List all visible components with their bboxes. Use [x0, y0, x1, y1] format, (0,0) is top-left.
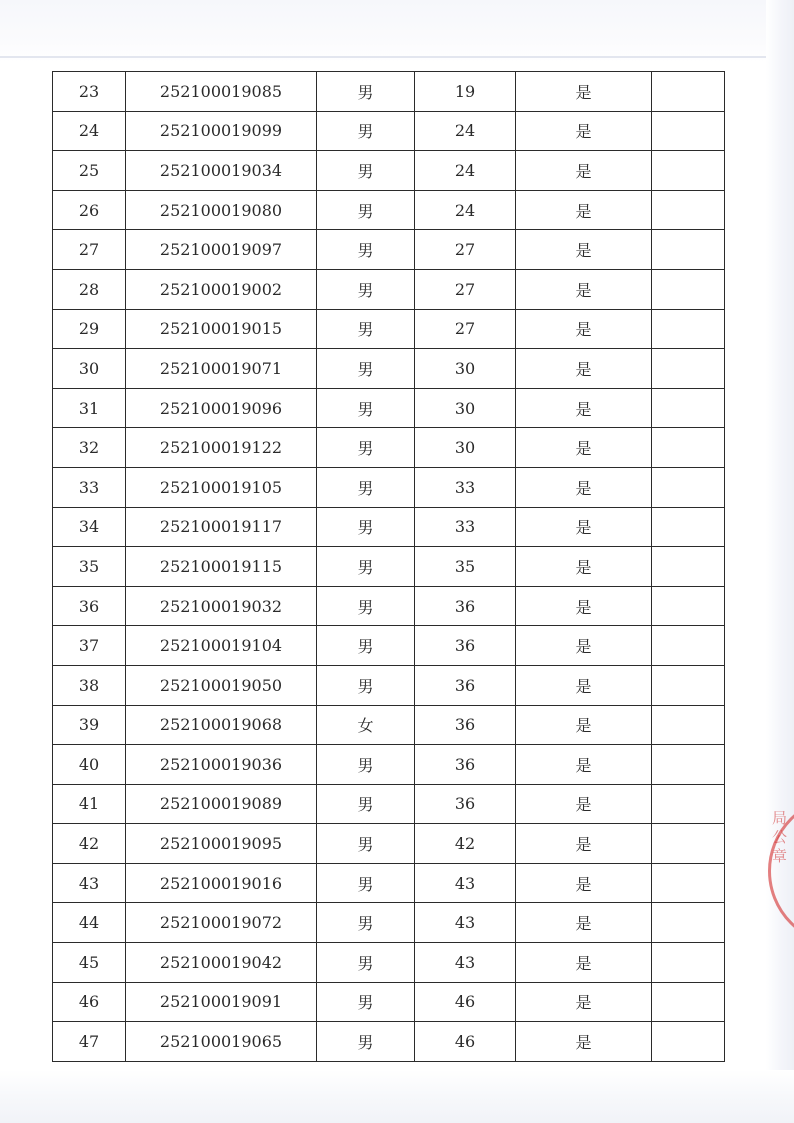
table-row [53, 626, 725, 666]
qualified-cell: 是 [516, 230, 652, 270]
qualified-cell: 是 [516, 1022, 652, 1062]
remark-cell [652, 784, 725, 824]
candidate-id-cell: 252100019072 [126, 903, 317, 943]
remark-cell [652, 745, 725, 785]
gender-cell: 男 [317, 269, 415, 309]
rank-cell: 46 [415, 1022, 516, 1062]
gender-cell: 男 [317, 1022, 415, 1062]
candidate-id-cell: 252100019042 [126, 943, 317, 983]
rank-cell: 19 [415, 72, 516, 112]
candidate-id-cell: 252100019115 [126, 547, 317, 587]
candidate-id-cell: 252100019036 [126, 745, 317, 785]
rank-cell: 24 [415, 151, 516, 191]
rank-cell: 24 [415, 190, 516, 230]
gender-cell: 男 [317, 982, 415, 1022]
table-row [53, 111, 725, 151]
remark-cell [652, 190, 725, 230]
candidate-id-cell: 252100019065 [126, 1022, 317, 1062]
row-number-cell: 32 [53, 428, 126, 468]
remark-cell [652, 388, 725, 428]
row-number-cell: 41 [53, 784, 126, 824]
candidate-id-cell: 252100019085 [126, 72, 317, 112]
candidate-id-cell: 252100019080 [126, 190, 317, 230]
remark-cell [652, 230, 725, 270]
table-row [53, 863, 725, 903]
gender-cell: 男 [317, 151, 415, 191]
results-table-body [53, 72, 725, 1062]
row-number-cell: 40 [53, 745, 126, 785]
remark-cell [652, 863, 725, 903]
qualified-cell: 是 [516, 151, 652, 191]
candidate-id-cell: 252100019034 [126, 151, 317, 191]
qualified-cell: 是 [516, 388, 652, 428]
remark-cell [652, 982, 725, 1022]
official-seal-stamp [766, 796, 794, 946]
rank-cell: 36 [415, 626, 516, 666]
qualified-cell: 是 [516, 784, 652, 824]
seal-text: 局公章 [770, 810, 788, 867]
table-row [53, 1022, 725, 1062]
row-number-cell: 33 [53, 467, 126, 507]
candidate-id-cell: 252100019091 [126, 982, 317, 1022]
qualified-cell: 是 [516, 309, 652, 349]
row-number-cell: 31 [53, 388, 126, 428]
rank-cell: 30 [415, 349, 516, 389]
qualified-cell: 是 [516, 428, 652, 468]
gender-cell: 男 [317, 784, 415, 824]
candidate-id-cell: 252100019032 [126, 586, 317, 626]
remark-cell [652, 428, 725, 468]
remark-cell [652, 507, 725, 547]
qualified-cell: 是 [516, 269, 652, 309]
gender-cell: 男 [317, 349, 415, 389]
candidate-id-cell: 252100019016 [126, 863, 317, 903]
gender-cell: 男 [317, 72, 415, 112]
row-number-cell: 46 [53, 982, 126, 1022]
table-row [53, 151, 725, 191]
gender-cell: 男 [317, 903, 415, 943]
gender-cell: 男 [317, 863, 415, 903]
row-number-cell: 24 [53, 111, 126, 151]
row-number-cell: 29 [53, 309, 126, 349]
qualified-cell: 是 [516, 982, 652, 1022]
row-number-cell: 43 [53, 863, 126, 903]
gender-cell: 男 [317, 943, 415, 983]
table-row [53, 745, 725, 785]
rank-cell: 36 [415, 784, 516, 824]
remark-cell [652, 1022, 725, 1062]
qualified-cell: 是 [516, 943, 652, 983]
remark-cell [652, 824, 725, 864]
remark-cell [652, 586, 725, 626]
gender-cell: 男 [317, 467, 415, 507]
qualified-cell: 是 [516, 824, 652, 864]
rank-cell: 35 [415, 547, 516, 587]
gender-cell: 男 [317, 824, 415, 864]
table-row [53, 507, 725, 547]
candidate-id-cell: 252100019071 [126, 349, 317, 389]
qualified-cell: 是 [516, 745, 652, 785]
gender-cell: 男 [317, 745, 415, 785]
row-number-cell: 28 [53, 269, 126, 309]
gender-cell: 男 [317, 230, 415, 270]
qualified-cell: 是 [516, 507, 652, 547]
candidate-id-cell: 252100019096 [126, 388, 317, 428]
qualified-cell: 是 [516, 665, 652, 705]
table-row [53, 943, 725, 983]
table-row [53, 309, 725, 349]
table-row [53, 705, 725, 745]
table-row [53, 824, 725, 864]
remark-cell [652, 903, 725, 943]
candidate-id-cell: 252100019050 [126, 665, 317, 705]
gender-cell: 男 [317, 309, 415, 349]
scan-bottom-margin [0, 1070, 794, 1123]
candidate-id-cell: 252100019099 [126, 111, 317, 151]
row-number-cell: 25 [53, 151, 126, 191]
row-number-cell: 47 [53, 1022, 126, 1062]
table-row [53, 230, 725, 270]
qualified-cell: 是 [516, 903, 652, 943]
rank-cell: 36 [415, 705, 516, 745]
table-row [53, 547, 725, 587]
qualified-cell: 是 [516, 626, 652, 666]
gender-cell: 男 [317, 507, 415, 547]
rank-cell: 27 [415, 269, 516, 309]
gender-cell: 男 [317, 388, 415, 428]
candidate-id-cell: 252100019095 [126, 824, 317, 864]
row-number-cell: 39 [53, 705, 126, 745]
gender-cell: 男 [317, 547, 415, 587]
gender-cell: 男 [317, 665, 415, 705]
remark-cell [652, 705, 725, 745]
table-row [53, 428, 725, 468]
scan-right-margin [766, 0, 794, 1123]
candidate-id-cell: 252100019104 [126, 626, 317, 666]
rank-cell: 36 [415, 586, 516, 626]
table-row [53, 665, 725, 705]
remark-cell [652, 665, 725, 705]
row-number-cell: 35 [53, 547, 126, 587]
table-row [53, 784, 725, 824]
gender-cell: 男 [317, 626, 415, 666]
rank-cell: 46 [415, 982, 516, 1022]
remark-cell [652, 269, 725, 309]
candidate-id-cell: 252100019117 [126, 507, 317, 547]
rank-cell: 36 [415, 665, 516, 705]
remark-cell [652, 547, 725, 587]
rank-cell: 43 [415, 863, 516, 903]
rank-cell: 33 [415, 467, 516, 507]
table-row [53, 190, 725, 230]
qualified-cell: 是 [516, 586, 652, 626]
rank-cell: 30 [415, 388, 516, 428]
row-number-cell: 37 [53, 626, 126, 666]
remark-cell [652, 626, 725, 666]
remark-cell [652, 72, 725, 112]
remark-cell [652, 467, 725, 507]
remark-cell [652, 309, 725, 349]
rank-cell: 30 [415, 428, 516, 468]
qualified-cell: 是 [516, 547, 652, 587]
rank-cell: 33 [415, 507, 516, 547]
remark-cell [652, 151, 725, 191]
remark-cell [652, 349, 725, 389]
row-number-cell: 45 [53, 943, 126, 983]
results-table [52, 71, 725, 1062]
row-number-cell: 23 [53, 72, 126, 112]
candidate-id-cell: 252100019097 [126, 230, 317, 270]
rank-cell: 43 [415, 943, 516, 983]
gender-cell: 男 [317, 190, 415, 230]
row-number-cell: 26 [53, 190, 126, 230]
qualified-cell: 是 [516, 467, 652, 507]
rank-cell: 42 [415, 824, 516, 864]
table-row [53, 269, 725, 309]
gender-cell: 男 [317, 586, 415, 626]
qualified-cell: 是 [516, 72, 652, 112]
table-row [53, 982, 725, 1022]
rank-cell: 36 [415, 745, 516, 785]
row-number-cell: 36 [53, 586, 126, 626]
rank-cell: 27 [415, 230, 516, 270]
row-number-cell: 42 [53, 824, 126, 864]
qualified-cell: 是 [516, 349, 652, 389]
row-number-cell: 27 [53, 230, 126, 270]
rank-cell: 43 [415, 903, 516, 943]
qualified-cell: 是 [516, 111, 652, 151]
rank-cell: 27 [415, 309, 516, 349]
rank-cell: 24 [415, 111, 516, 151]
gender-cell: 男 [317, 428, 415, 468]
table-row [53, 586, 725, 626]
candidate-id-cell: 252100019105 [126, 467, 317, 507]
candidate-id-cell: 252100019002 [126, 269, 317, 309]
table-row [53, 388, 725, 428]
table-row [53, 349, 725, 389]
candidate-id-cell: 252100019015 [126, 309, 317, 349]
table-row [53, 72, 725, 112]
qualified-cell: 是 [516, 190, 652, 230]
gender-cell: 女 [317, 705, 415, 745]
gender-cell: 男 [317, 111, 415, 151]
qualified-cell: 是 [516, 705, 652, 745]
qualified-cell: 是 [516, 863, 652, 903]
table-row [53, 467, 725, 507]
remark-cell [652, 111, 725, 151]
scan-page-edge [0, 56, 794, 58]
row-number-cell: 38 [53, 665, 126, 705]
row-number-cell: 30 [53, 349, 126, 389]
row-number-cell: 44 [53, 903, 126, 943]
row-number-cell: 34 [53, 507, 126, 547]
candidate-id-cell: 252100019122 [126, 428, 317, 468]
remark-cell [652, 943, 725, 983]
candidate-id-cell: 252100019089 [126, 784, 317, 824]
candidate-id-cell: 252100019068 [126, 705, 317, 745]
scan-top-margin [0, 0, 794, 62]
table-row [53, 903, 725, 943]
